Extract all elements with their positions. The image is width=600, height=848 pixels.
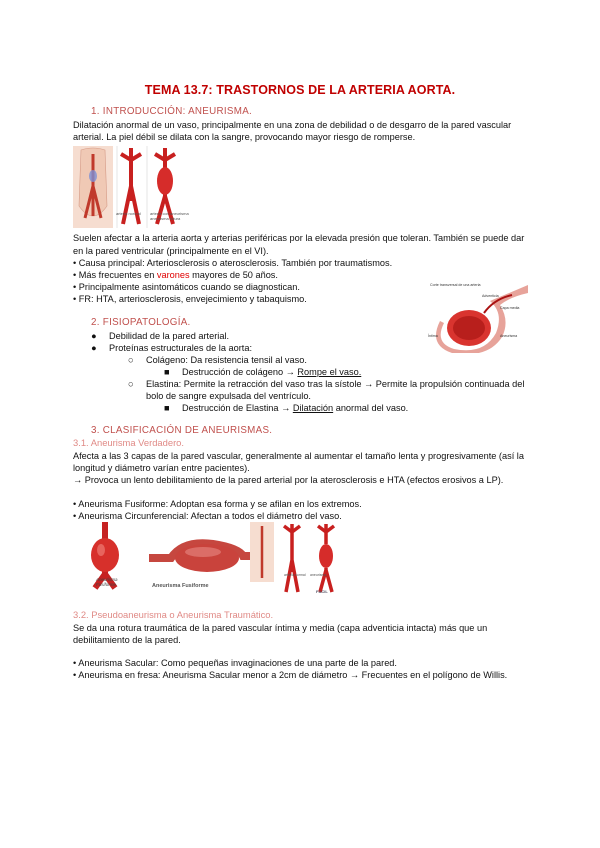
fig4-caption-2: aneurisma xyxy=(310,573,327,577)
torso-aneurysm xyxy=(89,170,97,182)
fig1-caption-3: aneurisma rotura xyxy=(150,216,181,221)
s1-definition-line1: Dilatación anormal de un vaso, principalmente en una zona de debilidad o de desgarro de la pared vascular xyxy=(73,120,512,130)
s3-fresa: • Aneurisma en fresa: Aneurisma Sacular menor a 2cm de diámetro → Frecuentes en el polígono de Willis. xyxy=(73,670,508,680)
s2-elastina-sub: ■ Destrucción de Elastina → Dilatación anormal del vaso. xyxy=(164,403,409,413)
fig2-label-aneurisma: Aneurisma xyxy=(500,334,518,338)
fig2-label-media: Capa media xyxy=(500,306,520,310)
varones-highlight: varones xyxy=(156,270,190,280)
fig1-caption-2: arteria con aneurisma xyxy=(150,211,189,216)
s3-sacular: • Aneurisma Sacular: Como pequeñas invaginaciones de una parte de la pared. xyxy=(73,658,397,668)
fig4-brand: FÁCIL xyxy=(316,589,328,594)
s2-elastina: ○ Elastina: Permite la retracción del vaso tras la sístole → Permite la propulsión continuada del xyxy=(128,379,525,389)
colageno-sub-underlined: Rompe el vaso. xyxy=(297,367,362,377)
artery-core xyxy=(453,316,485,340)
fig3-caption-1: Aneurisma Fusiforme xyxy=(96,577,118,587)
fig4-normal-artery xyxy=(284,524,300,592)
fig4-caption-1: arteria normal xyxy=(284,573,306,577)
s2-colageno-sub: ■ Destrucción de colágeno → Rompe el vaso. xyxy=(164,367,362,377)
s3-circunferencial: • Aneurisma Circunferencial: Afectan a todos el diámetro del vaso. xyxy=(73,511,342,521)
s2-colageno: ○ Colágeno: Da resistencia tensil al vaso. xyxy=(128,355,307,365)
s1-bullet-fr: • FR: HTA, arteriosclerosis, envejecimiento y tabaquismo. xyxy=(73,294,307,304)
fig1-caption-1: arteria normal xyxy=(116,211,141,216)
fusiform-bulge-vertical xyxy=(91,538,119,572)
aneurysm-figure-2 xyxy=(250,522,350,598)
s3-v-line3: → Provoca un lento debilitamiento de la pared arterial por la aterosclerosis e HTA (efectos erosivos a LP). xyxy=(73,475,504,485)
s3-p-line1: Se da una rotura traumática de la pared vascular íntima y media (capa adventicia intacta) más que un xyxy=(73,623,488,633)
s1-para-line1: Suelen afectar a la arteria aorta y arterias periféricas por la elevada presión que toleran. También se puede dar xyxy=(73,233,525,243)
section-3-heading: 3. CLASIFICACIÓN DE ANEURISMAS. xyxy=(91,425,273,436)
s2-elastina-text: Elastina: Permite la retracción del vaso tras la sístole → Permite la propulsión continuada del xyxy=(146,379,525,389)
section-2-heading: 2. FISIOPATOLOGÍA. xyxy=(91,317,191,328)
colageno-sub-pre: Destrucción de colágeno → xyxy=(182,367,298,377)
s1-bullet-asintomaticos: • Principalmente asintomáticos cuando se diagnostican. xyxy=(73,282,300,292)
s3-v-line2: longitud y diámetro varían entre pacientes). xyxy=(73,463,250,473)
fig2-label-intima: Íntima xyxy=(428,334,438,338)
s2-elastina-line2: bolo de sangre expulsada del ventrículo. xyxy=(146,391,311,401)
s2-colageno-text: Colágeno: Da resistencia tensil al vaso. xyxy=(146,355,307,365)
s1-bullet-frecuencia xyxy=(73,269,533,282)
aneurysm-bulge xyxy=(157,167,173,195)
s2-bullet-1-text: Debilidad de la pared arterial. xyxy=(109,331,230,341)
fig2-label-adventicia: Adventicia xyxy=(482,294,499,298)
b2-post: mayores de 50 años. xyxy=(189,270,278,280)
s2-bullet-1: ● Debilidad de la pared arterial. xyxy=(91,331,230,341)
fig3-caption-2: Aneurisma Fusiforme xyxy=(152,583,209,589)
s1-definition-line2: arterial. La piel débil se dilata con la sangre, provocando mayor riesgo de romperse. xyxy=(73,132,416,142)
cross-section-figure xyxy=(424,283,528,353)
s2-bullet-2: ● Proteínas estructurales de la aorta: xyxy=(91,343,252,353)
b2-pre: • Más frecuentes en xyxy=(73,270,157,280)
elastina-sub-underlined: Dilatación xyxy=(292,403,334,413)
s3-sub1-heading: 3.1. Aneurisma Verdadero. xyxy=(73,437,185,448)
elastina-sub-pre: Destrucción de Elastina → xyxy=(182,403,293,413)
s2-bullet-2-text: Proteínas estructurales de la aorta: xyxy=(109,343,252,353)
fig2-label-title: Corte transversal de una arteria xyxy=(430,283,481,287)
elastina-sub-post: anormal del vaso. xyxy=(333,403,409,413)
section-1-heading: 1. INTRODUCCIÓN: ANEURISMA. xyxy=(91,106,253,117)
s3-fusiforme: • Aneurisma Fusiforme: Adoptan esa forma y se afilan en los extremos. xyxy=(73,499,362,509)
s1-para-line2: en la pared ventricular (principalmente en el VI). xyxy=(73,246,269,256)
s3-sub2-heading: 3.2. Pseudoaneurisma o Aneurisma Traumático. xyxy=(73,609,274,620)
s3-v-line1: Afecta a las 3 capas de la pared vascular, generalmente al aumentar el tamaño lenta y progresivamente (así la xyxy=(73,451,524,461)
s3-p-line2: debilitamiento de la pared. xyxy=(73,635,181,645)
s1-bullet-causa: • Causa principal: Arteriosclerosis o aterosclerosis. También por traumatismos. xyxy=(73,258,393,268)
page-title: TEMA 13.7: TRASTORNOS DE LA ARTERIA AORTA. xyxy=(144,83,456,97)
